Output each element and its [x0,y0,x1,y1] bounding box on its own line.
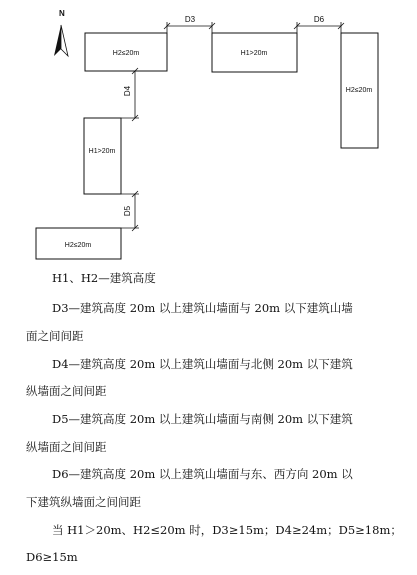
building-center-left [84,118,121,194]
north-arrow-right-half [61,25,68,56]
legend-requirement-line2: D6≥15m [26,550,78,564]
legend-heights: H1、H2—建筑高度 [52,271,156,285]
dimension-d6-label: D6 [313,15,325,24]
legend-requirement-line1: 当 H1＞20m、H2≤20m 时，D3≥15m；D4≥24m；D5≥18m； [52,523,402,537]
dimension-d3-label: D3 [184,15,196,24]
north-arrow-icon [54,9,68,56]
legend-d5-line2: 纵墙面之间间距 [26,440,107,454]
building-right-label: H2≤20m [345,87,373,94]
legend-d5-line1: D5—建筑高度 20m 以上建筑山墙面与南侧 20m 以下建筑 [52,412,353,426]
legend-d3-line2: 面之间间距 [26,329,84,343]
dimension-d5-label: D5 [123,205,132,217]
setback-diagram [0,0,417,265]
legend-d6-line1: D6—建筑高度 20m 以上建筑山墙面与东、西方向 20m 以 [52,467,353,481]
dimension-d4-label: D4 [123,85,132,97]
building-top-left-label: H2≤20m [112,50,140,57]
building-center-left-label: H1>20m [88,148,116,155]
north-arrow-left-half [54,25,61,56]
building-bottom-left-label: H2≤20m [64,242,92,249]
legend-d6-line2: 下建筑纵墙面之间间距 [26,495,141,509]
legend-d3-line1: D3—建筑高度 20m 以上建筑山墙面与 20m 以下建筑山墙 [52,301,353,315]
building-top-middle-label: H1>20m [240,50,268,57]
legend-d4-line1: D4—建筑高度 20m 以上建筑山墙面与北侧 20m 以下建筑 [52,357,353,371]
north-label: N [59,9,65,18]
legend-d4-line2: 纵墙面之间间距 [26,384,107,398]
